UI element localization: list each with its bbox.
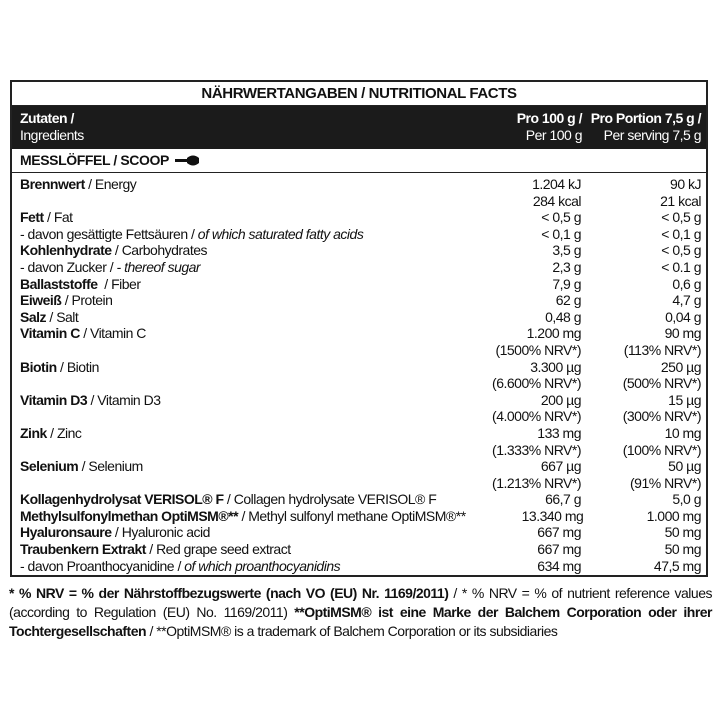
footnote xyxy=(9,584,712,641)
nutrient-name-en: Red grape seed extract xyxy=(156,541,291,558)
nutrient-name-en: Energy xyxy=(94,176,137,192)
value-line: 667 mg xyxy=(537,524,581,541)
value-per-serving xyxy=(581,558,706,575)
nutrient-row xyxy=(12,209,706,226)
nutrient-name-de: Salz xyxy=(20,308,47,325)
nutrient-row xyxy=(12,292,706,309)
value-line: 1.000 mg xyxy=(646,507,701,524)
value-line: < 0,1 g xyxy=(661,225,701,242)
nutrient-subname-en: of which saturated fatty acids xyxy=(197,225,364,242)
separator: / xyxy=(111,242,122,259)
value-per-100g xyxy=(461,309,581,326)
scoop-row xyxy=(12,149,706,173)
nutrient-row xyxy=(12,242,706,259)
nutrient-label xyxy=(12,176,461,209)
separator: / xyxy=(61,292,72,309)
nutrient-label xyxy=(12,292,461,309)
value-line: 50 mg xyxy=(664,541,701,558)
nutrient-name-en: Fat xyxy=(53,209,73,226)
value-line: 1.200 mg xyxy=(526,325,581,342)
value-line: (4.000% NRV*) xyxy=(492,408,581,425)
nutrient-subname-en: - thereof sugar xyxy=(116,258,201,275)
value-per-100g xyxy=(461,276,581,293)
value-line: 0,48 g xyxy=(545,308,581,325)
nutrient-label xyxy=(12,524,461,541)
separator: / xyxy=(174,557,185,574)
value-per-serving xyxy=(581,491,706,508)
value-per-serving xyxy=(583,508,706,525)
nutrient-row xyxy=(12,359,706,392)
scoop-icon xyxy=(175,154,201,168)
separator: / xyxy=(43,209,54,226)
value-per-100g xyxy=(466,508,584,525)
value-line: (1.213% NRV*) xyxy=(492,474,581,491)
nutrient-name-de: Vitamin C xyxy=(20,325,80,342)
nutrient-row xyxy=(12,325,706,358)
value-line: < 0,1 g xyxy=(541,225,581,242)
value-per-100g xyxy=(461,359,581,392)
nutrient-rows xyxy=(12,173,706,574)
separator: / xyxy=(46,424,57,441)
value-line: 667 µg xyxy=(540,458,581,475)
nutrient-row xyxy=(12,541,706,558)
value-per-100g xyxy=(461,541,581,558)
nutrient-name-de: Zink xyxy=(20,424,47,441)
table-title: NÄHRWERTANGABEN / NUTRITIONAL FACTS xyxy=(12,82,706,106)
value-line: 66,7 g xyxy=(545,491,581,508)
separator: / xyxy=(79,325,90,342)
nutrient-label xyxy=(12,425,461,458)
nutrient-label xyxy=(12,558,461,575)
value-per-serving xyxy=(581,309,706,326)
value-line: 10 mg xyxy=(664,424,701,441)
nutrient-name-en: Hyaluronic acid xyxy=(121,524,210,541)
nutrient-row xyxy=(12,226,706,243)
value-per-100g xyxy=(461,226,581,243)
value-line: 3.300 µg xyxy=(530,358,581,375)
separator: / xyxy=(46,308,57,325)
nutrient-name-en: Salt xyxy=(56,308,79,325)
value-line: 634 mg xyxy=(537,557,581,574)
value-per-serving xyxy=(581,458,706,491)
nutrient-row xyxy=(12,276,706,293)
header-ingredients-de: Zutaten / xyxy=(20,110,74,126)
nutrient-row xyxy=(12,259,706,276)
value-per-serving xyxy=(581,325,706,358)
nutrient-label xyxy=(12,276,461,293)
value-line: (6.600% NRV*) xyxy=(492,375,581,392)
value-line: (1.333% NRV*) xyxy=(492,441,581,458)
nutrient-subname-de: - davon Proanthocyanidine xyxy=(20,557,175,574)
value-per-serving xyxy=(581,392,706,425)
footnote-segment: / **OptiMSM® is a trademark of Balchem Corporation or its subsidiaries xyxy=(146,623,558,639)
value-line: 13.340 mg xyxy=(521,507,584,524)
nutrient-row xyxy=(12,425,706,458)
value-line: < 0,5 g xyxy=(541,209,581,226)
nutrient-name-de: Vitamin D3 xyxy=(20,391,88,408)
nutrient-label xyxy=(12,508,466,525)
value-line: 50 µg xyxy=(668,458,701,475)
value-line: 7,9 g xyxy=(552,275,581,292)
nutrient-row xyxy=(12,524,706,541)
value-line: 4,7 g xyxy=(672,292,701,309)
nutrient-name-de: Brennwert xyxy=(20,176,85,192)
nutrient-name-en: Biotin xyxy=(66,358,99,375)
value-per-100g xyxy=(461,558,581,575)
nutrient-subname-en: of which proanthocyanidins xyxy=(184,557,341,574)
value-line: 0,6 g xyxy=(672,275,701,292)
separator: / xyxy=(87,391,98,408)
value-per-100g xyxy=(461,325,581,358)
nutrient-name-en: Protein xyxy=(71,292,113,309)
value-per-100g xyxy=(461,292,581,309)
value-line: < 0,5 g xyxy=(661,209,701,226)
value-line: 3,5 g xyxy=(552,242,581,259)
value-per-100g xyxy=(461,491,581,508)
nutrient-name-de: Kohlenhydrate xyxy=(20,242,112,259)
scoop-label: MESSLÖFFEL / SCOOP xyxy=(20,152,169,168)
value-per-serving xyxy=(581,226,706,243)
value-line: 15 µg xyxy=(668,391,701,408)
value-per-serving xyxy=(581,524,706,541)
header-col2-en: Per serving 7,5 g xyxy=(603,127,701,143)
value-per-serving xyxy=(581,292,706,309)
value-per-serving xyxy=(581,425,706,458)
nutrient-name-en: Selenium xyxy=(88,458,143,475)
value-per-100g xyxy=(461,242,581,259)
value-line: (113% NRV*) xyxy=(623,341,701,358)
value-line: 667 mg xyxy=(537,541,581,558)
nutrient-label xyxy=(12,209,461,226)
nutrient-row xyxy=(12,309,706,326)
nutrient-name-de: Ballaststoffe xyxy=(20,275,98,292)
separator: / xyxy=(78,458,89,475)
nutrient-name-de: Traubenkern Extrakt xyxy=(20,541,146,558)
header-col2-de: Pro Portion 7,5 g / xyxy=(590,110,701,126)
separator: / xyxy=(106,258,117,275)
value-per-serving xyxy=(581,541,706,558)
value-per-100g xyxy=(461,209,581,226)
value-line: 90 mg xyxy=(664,325,701,342)
value-line: < 0,5 g xyxy=(661,242,701,259)
nutrient-name-en: Methyl sulfonyl methane OptiMSM®** xyxy=(248,507,466,524)
nutrient-name-en: Vitamin D3 xyxy=(97,391,161,408)
nutrient-label xyxy=(12,309,461,326)
nutrient-row xyxy=(12,458,706,491)
footnote-segment: **OptiMSM® ist eine Marke der Balchem Corporation oder ihrer Tochtergesellschaften xyxy=(9,604,713,639)
separator: / xyxy=(238,507,249,524)
nutrition-table xyxy=(10,80,708,577)
value-line: 5,0 g xyxy=(672,491,701,508)
value-line: (91% NRV*) xyxy=(630,474,701,491)
nutrient-name-de: Fett xyxy=(20,209,44,226)
nutrient-label xyxy=(12,359,461,392)
nutrient-name-en: Vitamin C xyxy=(89,325,146,342)
nutrient-label xyxy=(12,242,461,259)
nutrient-name-de: Selenium xyxy=(20,458,79,475)
separator: / xyxy=(111,524,122,541)
nutrient-subname-de: - davon Zucker xyxy=(20,258,107,275)
value-per-100g xyxy=(461,392,581,425)
value-per-serving xyxy=(581,259,706,276)
nutrient-name-en: Fiber xyxy=(111,275,141,292)
value-per-serving xyxy=(581,359,706,392)
separator: / xyxy=(223,491,234,508)
value-line: 133 mg xyxy=(537,424,581,441)
value-per-serving xyxy=(581,209,706,226)
header-ingredients-en: Ingredients xyxy=(20,127,84,143)
value-per-100g xyxy=(461,259,581,276)
nutrient-row xyxy=(12,392,706,425)
nutrient-label xyxy=(12,458,461,491)
value-per-serving xyxy=(581,176,706,209)
value-line: (300% NRV*) xyxy=(622,408,701,425)
value-line: < 0.1 g xyxy=(661,258,701,275)
value-per-100g xyxy=(461,425,581,458)
nutrient-row xyxy=(12,508,706,525)
nutrient-name-de: Biotin xyxy=(20,358,57,375)
nutrient-label xyxy=(12,259,461,276)
value-line: 250 µg xyxy=(660,358,701,375)
value-line: 47,5 mg xyxy=(653,557,701,574)
nutrient-label xyxy=(12,325,461,358)
value-per-100g xyxy=(461,524,581,541)
header-col1-de: Pro 100 g / xyxy=(516,110,582,126)
table-header xyxy=(12,106,706,149)
value-line: 62 g xyxy=(555,292,581,309)
nutrient-subname-de: - davon gesättigte Fettsäuren xyxy=(20,225,188,242)
footnote-segment: * % NRV = % der Nährstoffbezugswerte (nach VO (EU) Nr. 1169/2011) xyxy=(9,585,449,601)
nutrient-row xyxy=(12,491,706,508)
nutrient-label xyxy=(12,491,461,508)
separator: / xyxy=(97,275,112,292)
nutrient-name-en: Carbohydrates xyxy=(121,242,208,259)
nutrient-name-en: Zinc xyxy=(56,424,82,441)
value-per-serving xyxy=(581,276,706,293)
value-line: (500% NRV*) xyxy=(622,375,701,392)
nutrient-name-de: Kollagenhydrolysat VERISOL® F xyxy=(20,491,224,508)
nutrient-name-de: Methylsulfonylmethan OptiMSM®** xyxy=(20,507,239,524)
value-per-serving xyxy=(581,242,706,259)
value-line: (100% NRV*) xyxy=(622,441,701,458)
separator: / xyxy=(145,541,157,558)
separator: / xyxy=(84,176,95,192)
nutrient-row xyxy=(12,176,706,209)
nutrient-row xyxy=(12,558,706,575)
separator: / xyxy=(187,225,198,242)
nutrient-name-en: Collagen hydrolysate VERISOL® F xyxy=(233,491,437,508)
nutrient-label xyxy=(12,392,461,425)
value-line: 2,3 g xyxy=(552,258,581,275)
nutrient-name-de: Hyaluronsaure xyxy=(20,524,112,541)
value-line: 284 kcal xyxy=(532,192,581,209)
nutrient-name-de: Eiweiß xyxy=(20,292,62,309)
nutrient-label xyxy=(12,226,461,243)
value-line: 50 mg xyxy=(664,524,701,541)
value-per-100g xyxy=(461,176,581,209)
separator: / xyxy=(56,358,67,375)
value-line: 200 µg xyxy=(540,391,581,408)
value-line: 0,04 g xyxy=(665,308,701,325)
header-col1-en: Per 100 g xyxy=(525,127,582,143)
value-per-100g xyxy=(461,458,581,491)
value-line: 21 kcal xyxy=(660,192,701,209)
nutrient-label xyxy=(12,541,461,558)
footnote-segment: / * % NRV = % of nutrient reference values (according to Regulation (EU) No. 1169/2011) xyxy=(9,585,712,620)
value-line: 90 kJ xyxy=(670,176,701,192)
value-line: (1500% NRV*) xyxy=(495,341,581,358)
value-line: 1.204 kJ xyxy=(532,176,581,192)
